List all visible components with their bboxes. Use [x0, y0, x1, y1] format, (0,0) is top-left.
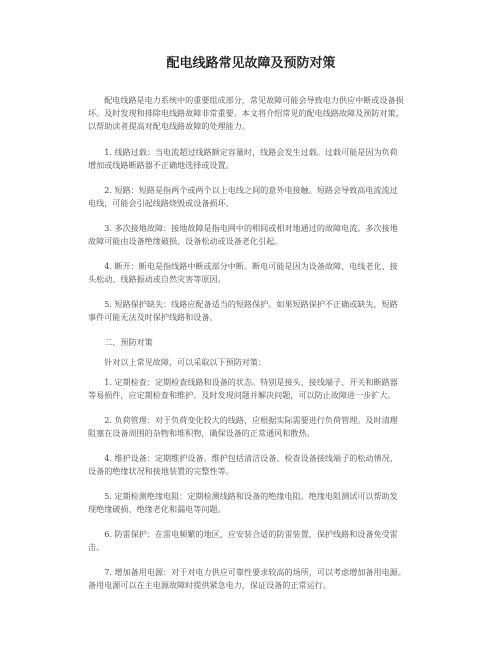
fault-ground-paragraph: 3. 多次接地故障：接地故障是指电网中的相间或相对地通过的故障电流。多次接地 故障可能由设备绝缘破损、设备松动或设备老化引起。: [88, 223, 398, 246]
measure-lightning-paragraph: 6. 防雷保护：在雷电频繁的地区，应安装合适的防雷装置，保护线路和设备免受雷 击。: [88, 529, 398, 552]
fault-overload-paragraph: 1. 线路过载：当电流超过线路额定容量时，线路会发生过载。过载可能是因为负荷 增加或线路断路器不正确地选择或设置。: [88, 147, 398, 170]
measure-load-paragraph: 2. 负荷管理：对于负荷变化较大的线路，应根据实际需要进行负荷管理。及时清理 阻塞在设备周围的杂物和堆积物，确保设备的正常通风和散热。: [88, 415, 398, 438]
intro-paragraph: 配电线路是电力系统中的重要组成部分，常见故障可能会导致电力供应中断或设备损 坏。及时发现和排除电线路故障非常重要。本文将介绍常见的配电线路故障及预防对策， 以帮助读者提高对配电线路故障的处理能力。: [88, 95, 404, 131]
measure-inspection-paragraph: 1. 定期检查：定期检查线路和设备的状态。特别是接头、接线端子、开关和断路器 等易损件，应定期检查和维护。及时发现问题并解决问题，可以防止故障进一步扩大。: [88, 377, 398, 400]
fault-protection-paragraph: 5. 短路保护缺失：线路应配备适当的短路保护。如果短路保护不正确或缺失，短路 事件可能无法及时保护线路和设备。: [88, 299, 398, 322]
measure-insulation-paragraph: 5. 定期检测绝缘电阻：定期检测线路和设备的绝缘电阻。绝缘电阻测试可以帮助发 现绝缘破损、绝缘老化和漏电等问题。: [88, 491, 398, 514]
measure-backup-power-paragraph: 7. 增加备用电源：对于对电力供应可靠性要求较高的场所，可以考虑增加备用电源。 备用电源可以在主电源故障时提供紧急电力，保证设备的正常运行。: [88, 567, 406, 590]
section-heading: 二、预防对策: [88, 337, 153, 347]
fault-short-circuit-paragraph: 2. 短路：短路是指两个或两个以上电线之间的意外电接触。短路会导致高电流流过 电线，可能会引起线路烧毁或设备损坏。: [88, 185, 398, 208]
measure-maintenance-paragraph: 4. 维护设备：定期维护设备。维护包括清洁设备、检查设备接线端子的松动情况、 设备的绝缘状况和接地装置的完整性等。: [88, 453, 398, 476]
measures-intro-paragraph: 针对以上常见故障，可以采取以下预防对策：: [88, 357, 267, 367]
fault-disconnect-paragraph: 4. 断开：断电是指线路中断或部分中断。断电可能是因为设备故障、电线老化、接 头松动、线路振动或自然灾害等原因。: [88, 261, 398, 284]
document-title: 配电线路常见故障及预防对策: [166, 56, 336, 71]
